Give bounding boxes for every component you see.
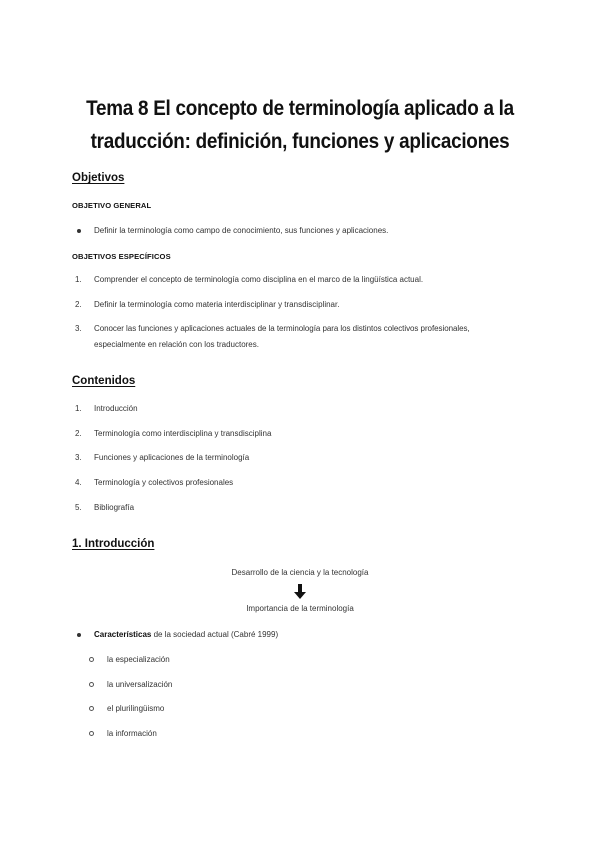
caracteristica-sub-item: la especialización: [107, 655, 170, 664]
list-number: 2.: [75, 300, 82, 309]
objetivo-especifico-item: Definir la terminología como materia interdisciplinar y transdisciplinar.: [94, 300, 340, 309]
sub-bullet-icon: [89, 731, 94, 736]
page-title-line-1: Tema 8 El concepto de terminología aplicado a la: [86, 97, 514, 120]
page-title: [84, 92, 516, 158]
caracteristica-sub-item: la información: [107, 729, 157, 738]
list-number: 1.: [75, 275, 82, 284]
contenidos-item: Terminología y colectivos profesionales: [94, 478, 234, 487]
introduccion-heading: 1. Introducción: [72, 538, 155, 550]
objetivos-heading: Objetivos: [72, 172, 125, 184]
contenidos-item: Funciones y aplicaciones de la terminología: [94, 453, 250, 462]
contenidos-item: Introducción: [94, 404, 138, 413]
diagram-top-text: Desarrollo de la ciencia y la tecnología: [231, 568, 369, 577]
objetivo-especifico-item-continuation: especialmente en relación con los traductores.: [94, 340, 259, 349]
sub-bullet-icon: [89, 706, 94, 711]
objetivo-especifico-item: Conocer las funciones y aplicaciones actuales de la terminología para los distintos colectivos profesionales,: [94, 324, 470, 333]
page-title-line-2: traducción: definición, funciones y aplicaciones: [90, 130, 510, 153]
caracteristicas-bold: Características: [94, 630, 152, 639]
diagram-bottom-text: Importancia de la terminología: [246, 604, 354, 613]
caracteristicas-rest: de la sociedad actual (Cabré 1999): [151, 630, 279, 639]
list-number: 5.: [75, 503, 82, 512]
list-number: 1.: [75, 404, 82, 413]
caracteristica-sub-item: la universalización: [107, 680, 173, 689]
contenidos-item: Bibliografía: [94, 503, 135, 512]
contenidos-heading: Contenidos: [72, 375, 136, 387]
list-number: 3.: [75, 453, 82, 462]
objetivo-especifico-item: Comprender el concepto de terminología como disciplina en el marco de la lingüística actual.: [94, 275, 424, 284]
list-number: 4.: [75, 478, 82, 487]
objetivo-general-item: Definir la terminología como campo de conocimiento, sus funciones y aplicaciones.: [94, 226, 389, 235]
bullet-icon: [77, 633, 81, 637]
down-arrow-icon: [293, 584, 307, 600]
list-number: 2.: [75, 429, 82, 438]
contenidos-item: Terminología como interdisciplina y transdisciplina: [94, 429, 272, 438]
caracteristicas-item: [94, 627, 278, 643]
objetivos-especificos-heading: OBJETIVOS ESPECÍFICOS: [72, 252, 171, 261]
sub-bullet-icon: [89, 682, 94, 687]
list-number: 3.: [75, 324, 82, 333]
sub-bullet-icon: [89, 657, 94, 662]
bullet-icon: [77, 229, 81, 233]
objetivo-general-heading: OBJETIVO GENERAL: [72, 201, 152, 210]
caracteristica-sub-item: el plurilingüismo: [107, 704, 165, 713]
